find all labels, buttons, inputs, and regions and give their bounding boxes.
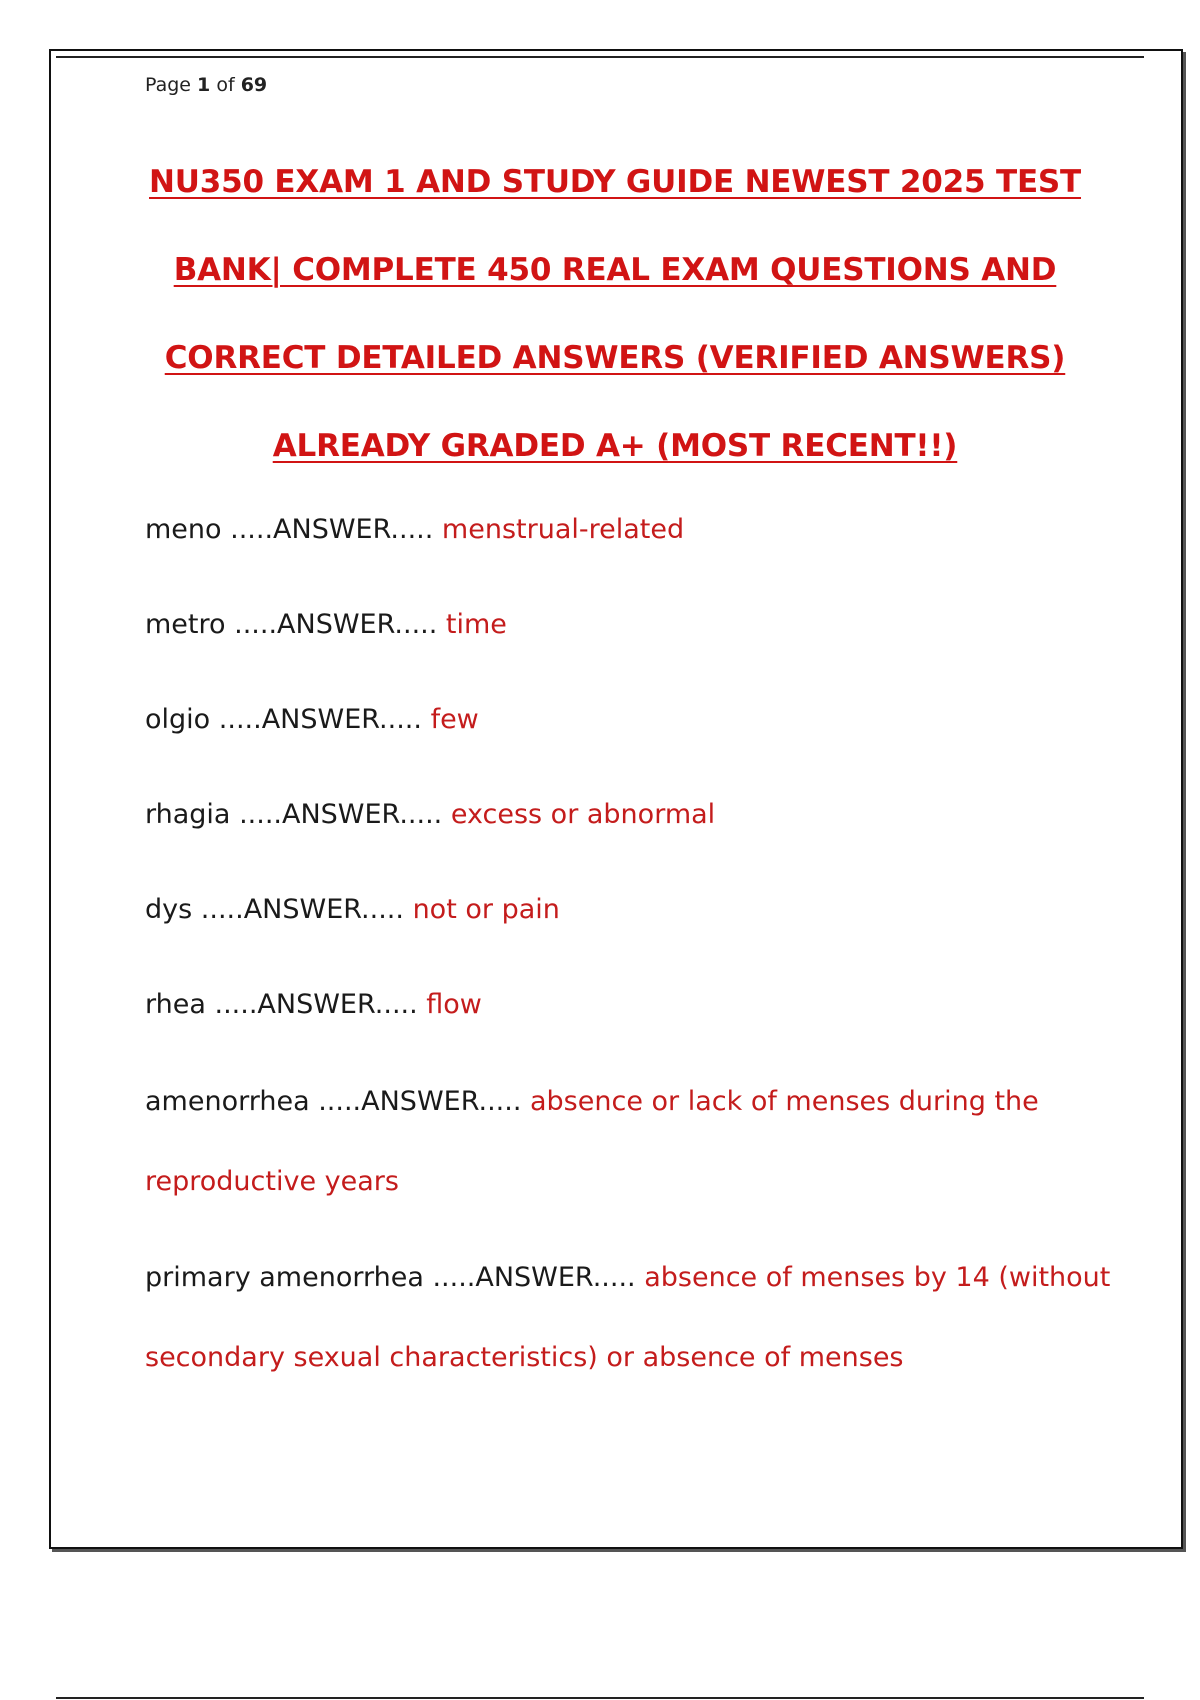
qa-answer: excess or abnormal [450,799,716,830]
qa-item [145,1062,1115,1222]
qa-item [145,985,1115,1025]
page-total: 69 [240,74,268,96]
qa-list [145,510,1115,1398]
page-of: of [216,74,235,96]
qa-item [145,890,1115,930]
qa-item [145,1238,1115,1398]
qa-item [145,700,1115,740]
qa-answer: not or pain [412,894,560,925]
top-rule [56,56,1144,58]
qa-separator: .....ANSWER..... [239,799,443,830]
qa-term: olgio [145,704,211,735]
qa-item [145,605,1115,645]
qa-term: amenorrhea [145,1086,310,1117]
title-line-1: NU350 EXAM 1 AND STUDY GUIDE NEWEST 2025 TEST [149,164,1081,200]
qa-answer: few [430,704,479,735]
qa-item [145,510,1115,550]
qa-term: metro [145,609,226,640]
qa-term: dys [145,894,193,925]
qa-separator: .....ANSWER..... [234,609,438,640]
qa-separator: .....ANSWER..... [432,1262,636,1293]
qa-answer: flow [426,989,482,1020]
qa-separator: .....ANSWER..... [230,514,434,545]
qa-answer: absence of menses by 14 (without secondary sexual characteristics) or absence of menses [145,1262,1111,1373]
qa-answer: absence or lack of menses during the reproductive years [145,1086,1039,1197]
title-line-3: CORRECT DETAILED ANSWERS (VERIFIED ANSWERS) [164,340,1066,376]
title-line-4: ALREADY GRADED A+ (MOST RECENT!!) [272,428,958,464]
page-label: Page [145,74,191,96]
qa-term: meno [145,514,222,545]
qa-separator: .....ANSWER..... [318,1086,522,1117]
qa-separator: .....ANSWER..... [214,989,418,1020]
qa-term: rhea [145,989,206,1020]
bottom-rule [56,1697,1144,1699]
qa-term: rhagia [145,799,231,830]
title-line-2: BANK| COMPLETE 450 REAL EXAM QUESTIONS AND [173,252,1057,288]
page-current: 1 [197,74,211,96]
qa-term: primary amenorrhea [145,1262,424,1293]
qa-item [145,795,1115,835]
qa-answer: menstrual-related [441,514,685,545]
qa-answer: time [445,609,507,640]
page-counter [145,74,267,96]
document-title [110,138,1120,490]
qa-separator: .....ANSWER..... [218,704,422,735]
qa-separator: .....ANSWER..... [200,894,404,925]
